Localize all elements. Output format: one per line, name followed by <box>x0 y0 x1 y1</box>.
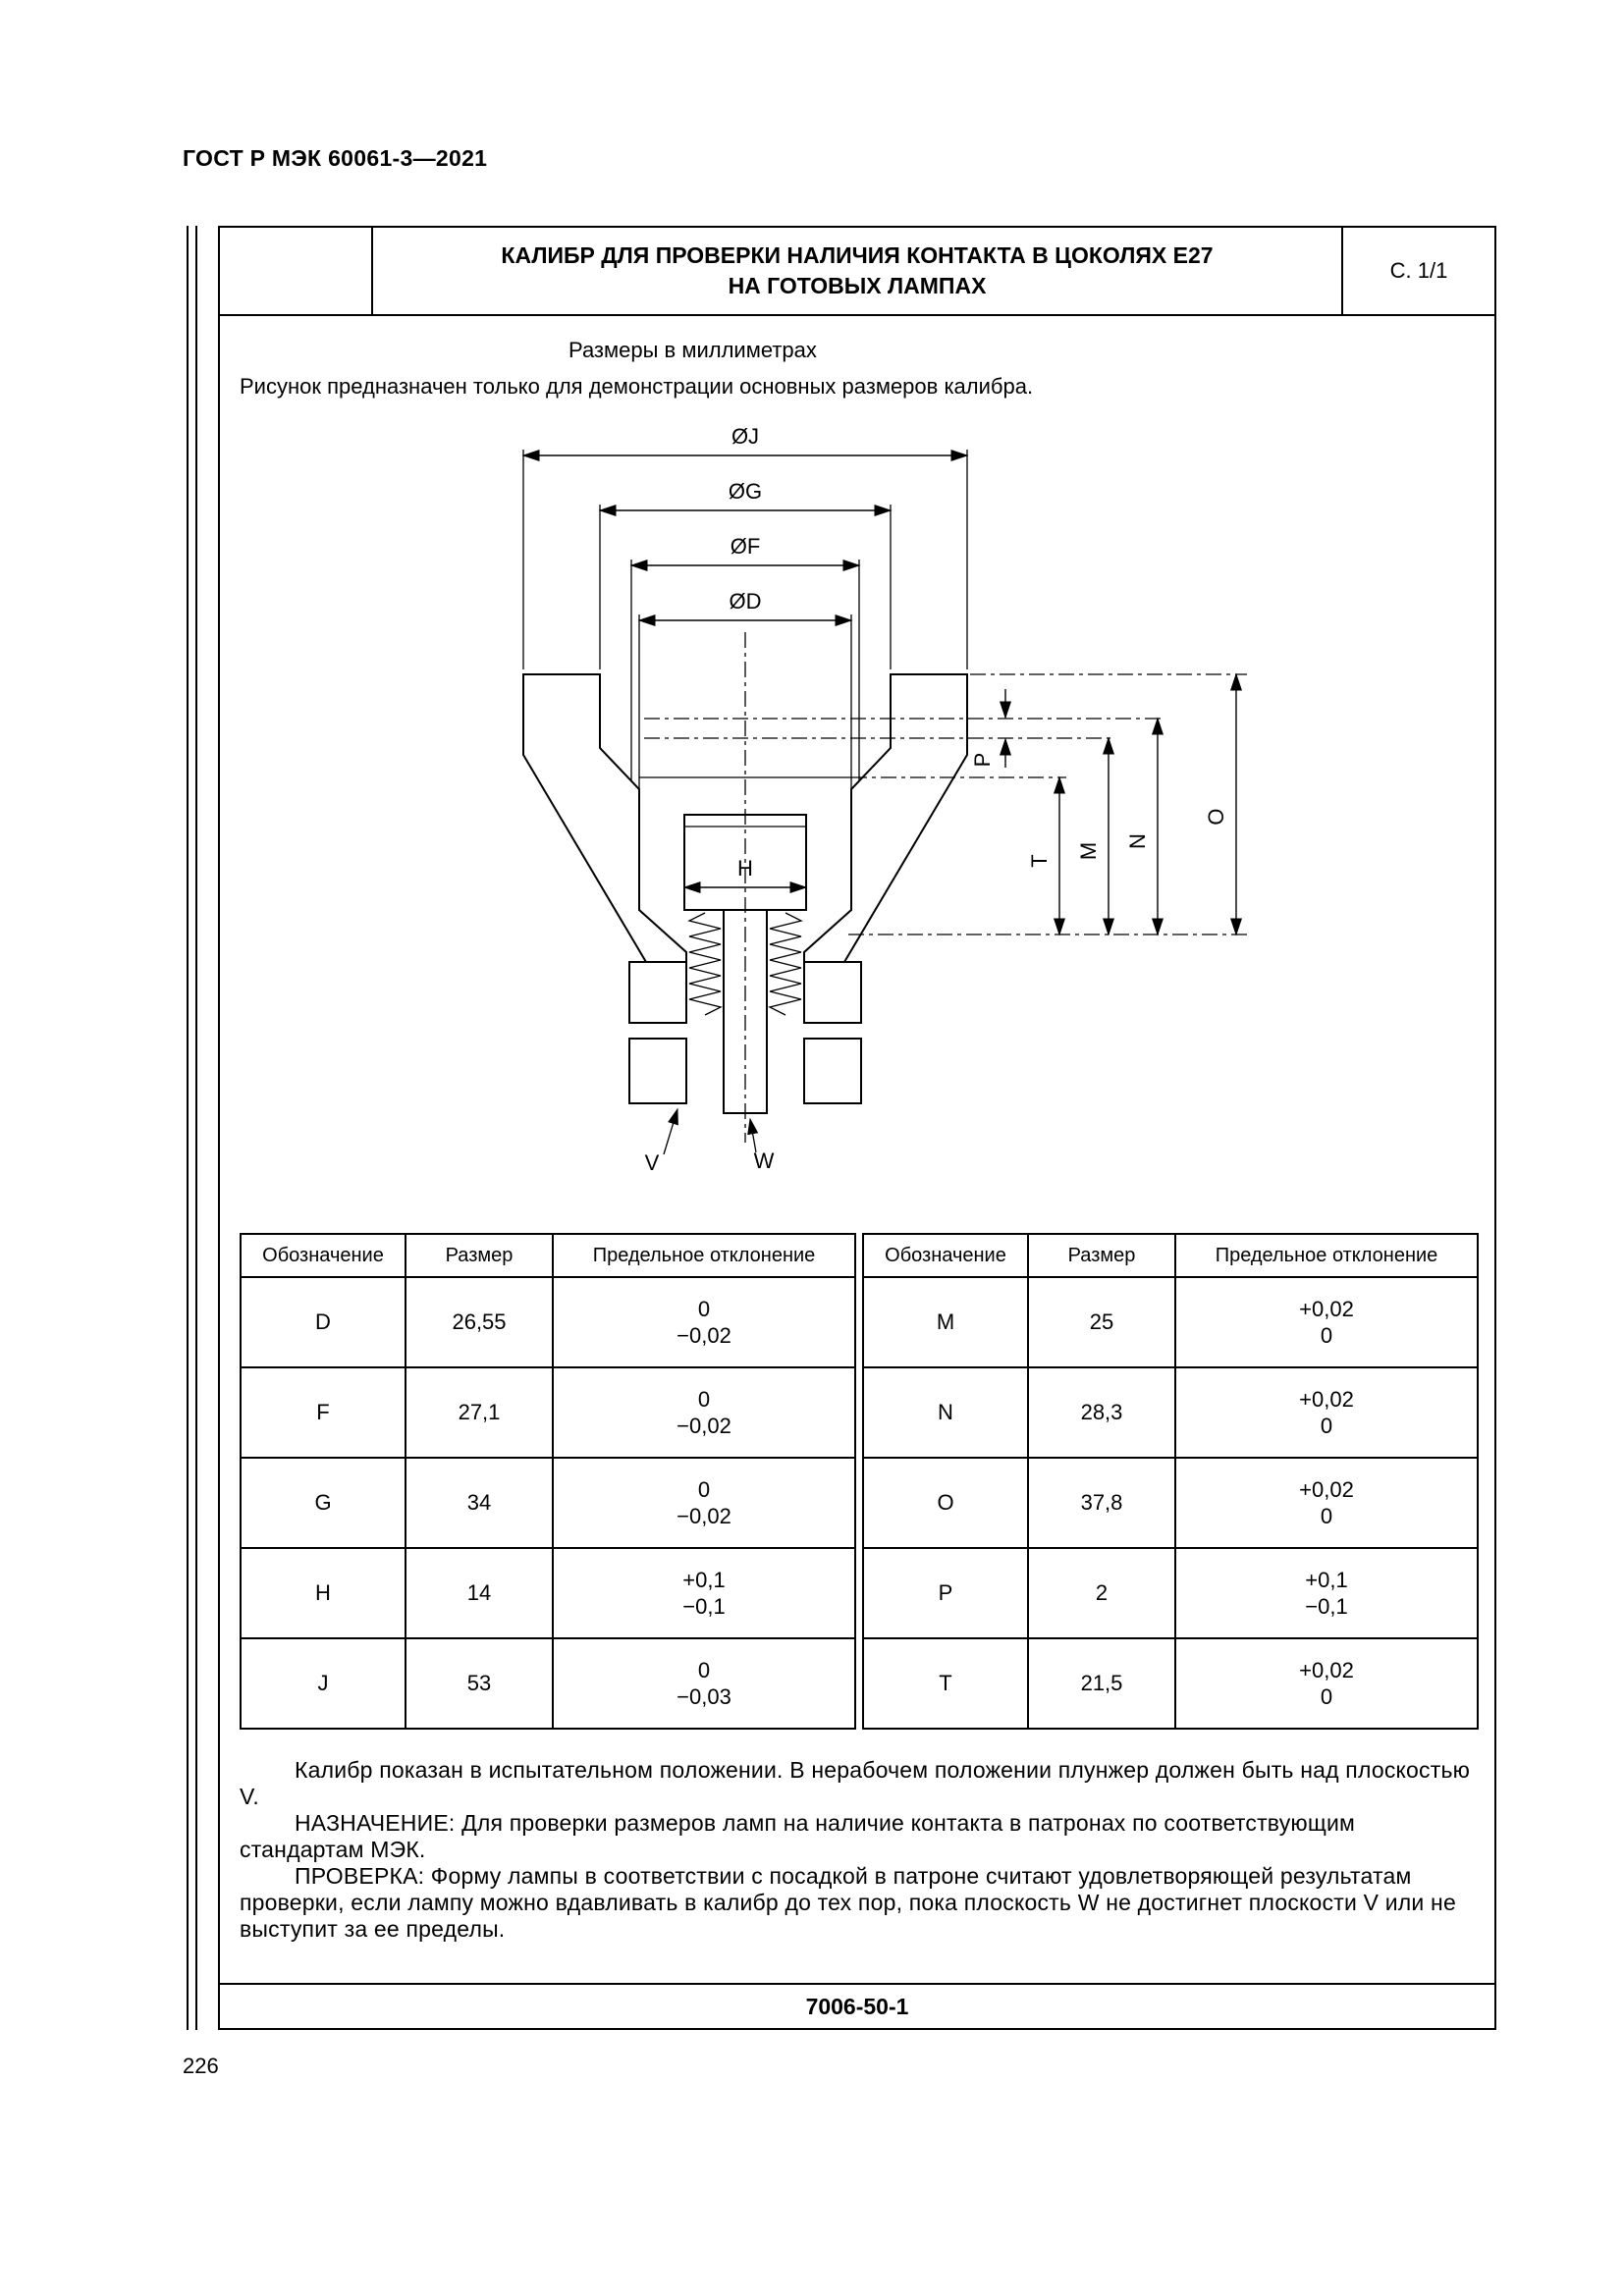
table-row <box>241 1458 855 1548</box>
plane-label-w: W <box>753 1148 775 1173</box>
deviation-cell <box>553 1367 855 1458</box>
table-row <box>863 1638 1478 1729</box>
deviation-cell <box>553 1638 855 1729</box>
symbol-cell: G <box>241 1458 406 1548</box>
sheet-title-line2: НА ГОТОВЫХ ЛАМПАХ <box>728 273 987 298</box>
symbol-cell: J <box>241 1638 406 1729</box>
plane-label-v: V <box>644 1150 660 1175</box>
deviation-cell <box>1175 1638 1478 1729</box>
notes-block <box>240 1757 1479 1943</box>
note-position: Калибр показан в испытательном положении. В нерабочем положении плунжер должен быть над плоскостью V. <box>240 1757 1471 1809</box>
reference-planes <box>639 674 1247 934</box>
size-cell: 21,5 <box>1028 1638 1175 1729</box>
binding-double-rule <box>187 226 197 2030</box>
dim-label-o: O <box>1204 808 1228 826</box>
symbol-cell: P <box>863 1548 1028 1638</box>
col-header-size: Размер <box>406 1234 553 1277</box>
symbol-cell: T <box>863 1638 1028 1729</box>
deviation-cell <box>553 1277 855 1367</box>
base-plate-left <box>629 1039 686 1103</box>
size-cell: 53 <box>406 1638 553 1729</box>
deviation-lower: −0,03 <box>677 1684 731 1709</box>
note-check: ПРОВЕРКА: Форму лампы в соответствии с посадкой в патроне считают удовлетворяющей результатам проверки, если лампу можно вдавливать в калибр до тех пор, пока плоскость W не достигнет плоскости V или не выступит за ее пределы. <box>240 1863 1456 1942</box>
deviation-cell <box>553 1548 855 1638</box>
table-row <box>863 1367 1478 1458</box>
size-cell: 28,3 <box>1028 1367 1175 1458</box>
guide-block-left <box>629 962 686 1023</box>
table-row <box>863 1458 1478 1548</box>
deviation-lower: −0,1 <box>682 1594 726 1619</box>
table-row <box>863 1548 1478 1638</box>
dim-label-n: N <box>1125 833 1150 849</box>
title-empty-cell <box>220 228 373 314</box>
technical-drawing <box>220 414 1494 1204</box>
col-header-symbol: Обозначение <box>241 1234 406 1277</box>
sheet-title-line1: КАЛИБР ДЛЯ ПРОВЕРКИ НАЛИЧИЯ КОНТАКТА В ЦОКОЛЯХ Е27 <box>501 242 1214 268</box>
table-header-row <box>863 1234 1478 1277</box>
deviation-lower: −0,02 <box>677 1414 731 1438</box>
deviation-lower: −0,1 <box>1305 1594 1348 1619</box>
gauge-body-left-section <box>523 674 686 962</box>
col-header-symbol: Обозначение <box>863 1234 1028 1277</box>
units-note: Размеры в миллиметрах <box>568 338 817 362</box>
deviation-lower: −0,02 <box>677 1323 731 1348</box>
size-cell: 26,55 <box>406 1277 553 1367</box>
standard-number-header: ГОСТ Р МЭК 60061-3—2021 <box>183 145 488 171</box>
table-row <box>241 1638 855 1729</box>
spring-right <box>770 913 801 1015</box>
deviation-upper: +0,02 <box>1299 1387 1354 1412</box>
height-dimensions <box>970 674 1236 934</box>
dimension-tables <box>240 1233 1479 1730</box>
deviation-upper: 0 <box>697 1477 711 1502</box>
gauge-body-right-section <box>804 674 967 962</box>
size-cell: 2 <box>1028 1548 1175 1638</box>
spring-left <box>689 913 721 1015</box>
symbol-cell: D <box>241 1277 406 1367</box>
table-row <box>241 1548 855 1638</box>
dim-label-og: ØG <box>728 479 763 504</box>
size-cell: 34 <box>406 1458 553 1548</box>
deviation-upper: 0 <box>697 1297 711 1321</box>
col-header-deviation: Предельное отклонение <box>1175 1234 1478 1277</box>
page-number: 226 <box>183 2054 219 2078</box>
deviation-cell <box>1175 1367 1478 1458</box>
dim-label-t: T <box>1027 854 1052 868</box>
dim-label-of: ØF <box>730 534 761 559</box>
deviation-cell <box>553 1458 855 1548</box>
deviation-upper: +0,02 <box>1299 1658 1354 1682</box>
symbol-cell: M <box>863 1277 1028 1367</box>
table-header-row <box>241 1234 855 1277</box>
title-band <box>220 228 1494 316</box>
deviation-upper: +0,1 <box>1305 1568 1348 1592</box>
col-header-size: Размер <box>1028 1234 1175 1277</box>
deviation-lower: −0,02 <box>677 1504 731 1528</box>
guide-block-right <box>804 962 861 1023</box>
deviation-lower: 0 <box>1320 1414 1333 1438</box>
sheet-title <box>373 228 1341 314</box>
spec-table-right <box>862 1233 1479 1730</box>
size-cell: 37,8 <box>1028 1458 1175 1548</box>
symbol-cell: F <box>241 1367 406 1458</box>
size-cell: 14 <box>406 1548 553 1638</box>
deviation-cell <box>1175 1548 1478 1638</box>
figure-note: Рисунок предназначен только для демонстрации основных размеров калибра. <box>240 374 1034 399</box>
deviation-lower: 0 <box>1320 1684 1333 1709</box>
deviation-cell <box>1175 1458 1478 1548</box>
deviation-cell <box>1175 1277 1478 1367</box>
table-row <box>863 1277 1478 1367</box>
base-plate-right <box>804 1039 861 1103</box>
dim-label-od: ØD <box>729 589 762 614</box>
deviation-upper: 0 <box>697 1387 711 1412</box>
sheet-page-ref: С. 1/1 <box>1341 228 1494 314</box>
deviation-upper: +0,02 <box>1299 1297 1354 1321</box>
dim-label-h: H <box>737 856 753 881</box>
dim-label-p: P <box>970 752 995 768</box>
symbol-cell: O <box>863 1458 1028 1548</box>
symbol-cell: H <box>241 1548 406 1638</box>
size-cell: 25 <box>1028 1277 1175 1367</box>
symbol-cell: N <box>863 1367 1028 1458</box>
deviation-lower: 0 <box>1320 1323 1333 1348</box>
spec-table-left <box>240 1233 856 1730</box>
dim-label-m: M <box>1076 841 1101 861</box>
deviation-upper: +0,02 <box>1299 1477 1354 1502</box>
deviation-upper: 0 <box>697 1658 711 1682</box>
deviation-lower: 0 <box>1320 1504 1333 1528</box>
table-row <box>241 1367 855 1458</box>
col-header-deviation: Предельное отклонение <box>553 1234 855 1277</box>
sheet-number: 7006-50-1 <box>220 1983 1494 2028</box>
note-purpose: НАЗНАЧЕНИЕ: Для проверки размеров ламп на наличие контакта в патронах по соответствующим стандартам МЭК. <box>240 1810 1356 1862</box>
dim-label-oj: ØJ <box>731 424 760 449</box>
deviation-upper: +0,1 <box>682 1568 726 1592</box>
table-row <box>241 1277 855 1367</box>
size-cell: 27,1 <box>406 1367 553 1458</box>
sheet-frame <box>218 226 1496 2030</box>
plane-callouts <box>645 1109 775 1175</box>
